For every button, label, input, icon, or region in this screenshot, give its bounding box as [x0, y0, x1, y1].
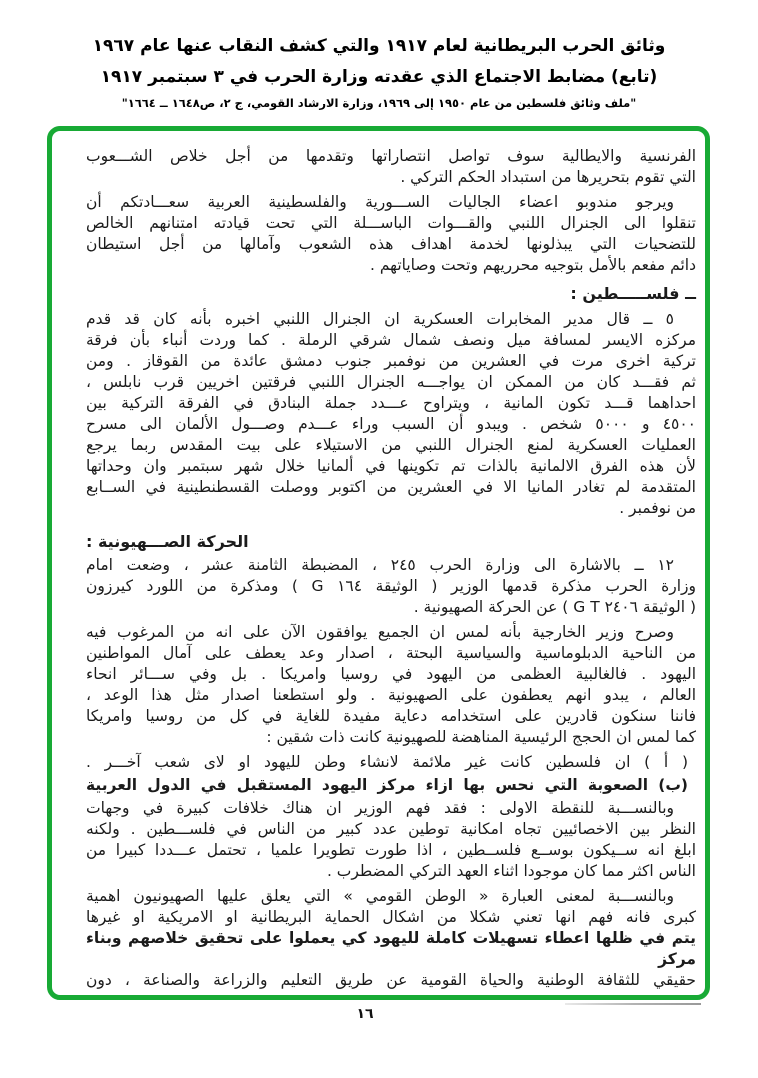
section-heading-zionist-movement: الحركة الصـــهيونية :	[86, 532, 249, 551]
text-line: ٥ ــ قال مدير المخابرات العسكرية ان الجنرال اللنبي اخبره بأنه كان قد قدم	[86, 310, 674, 328]
text-line: من الناحية الدبلوماسية والسياسية البحتة ، اصدار وعد يعطف على آمال المواطنين	[86, 644, 696, 662]
text-line: وبالنســـبة للنقطة الاولى : فقد فهم الوزير ان هناك خلافات كبيرة في وجهات	[86, 799, 674, 817]
document-frame	[47, 126, 710, 1000]
text-line: لأن هذه الفرق الالمانية بالذات تم تكوينها في ألمانيا خلال شهر سبتمبر وان وحداتها	[86, 457, 696, 475]
text-line: وبالنســـبة لمعنى العبارة « الوطن القومي » التي يعلق عليها الصهيونيون اهمية	[86, 887, 674, 905]
text-line-bold: يتم في ظلها اعطاء تسهيلات كاملة لليهود كي يعملوا على تحقيق خلاصهم وبناء مركز	[86, 929, 696, 968]
text-line: دائم مفعم بالأمل بتوجيه محرريهم وتحت وصاياتهم .	[370, 256, 696, 274]
text-line: مركزه الايسر لمسافة ميل ونصف شمال شرقي الرملة . كما وردت أنباء بأن فرقة	[86, 331, 696, 349]
text-line: من نوفمبر .	[619, 499, 696, 517]
section-heading-palestine: ــ فلســـــطين :	[570, 284, 696, 303]
document-header	[49, 36, 709, 110]
paragraph-continuation	[86, 146, 696, 188]
text-line: كبرى فانه فهم انها تعني شكلا من اشكال الحماية البريطانية او الامريكية او غيرها	[86, 908, 696, 926]
text-line: ( الوثيقة ٢٤٠٦ G T ) عن الحركة الصهيونية .	[413, 598, 696, 616]
text-line: وصرح وزير الخارجية بأنه لمس ان الجميع يوافقون الآن على انه من المرغوب فيه	[86, 623, 674, 641]
text-line: احداهما قـــد تكون المانية ، ويتراوح عـــدد جملة البنادق في الفرقة التركية بين	[86, 394, 696, 412]
text-line: وزارة الحرب مذكرة قدمها الوزير ( الوثيقة ١٦٤ G ) ومذكرة من اللورد كيرزون	[86, 577, 696, 595]
paragraph-item-12	[86, 555, 696, 618]
paragraph-delegates	[86, 192, 696, 276]
header-title-line-2: (تابع) مضابط الاجتماع الذي عقدته وزارة الحرب في ٣ سبتمبر ١٩١٧	[100, 67, 658, 87]
paragraph-foreign-minister	[86, 622, 696, 748]
text-line: تركية اخرى مرت في العشرين من نوفمبر جنوب دمشق عائدة من القوقاز . ومن	[86, 352, 696, 370]
text-line: المتقدمة لم تغادر المانيا الا في العشرين من اكتوبر ووصلت القسطنطينية في الســابع	[86, 478, 696, 496]
text-line: الناس اكثر مما كان موجودا اثناء العهد التركي المضطرب .	[326, 862, 696, 880]
text-line: التي تقوم بتحريرها من استبداد الحكم التركي .	[400, 168, 696, 186]
text-line: الفرنسية والايطالية سوف تواصل انتصاراتها وتقدمها من أجل خلاص الشـــعوب	[86, 147, 696, 165]
text-line: كما لمس ان الحجج الرئيسية المناهضة للصهيونية كانت ذات شقين :	[266, 728, 696, 746]
text-line: ثم فقـــد كان من الممكن ان يواجـــه الجنرال اللنبي فرقتين اخريين قرب نابلس ،	[86, 373, 696, 391]
paragraph-national-home	[86, 886, 696, 991]
list-item-b: (ب) الصعوبة التي نحس بها ازاء مركز اليهود المستقبل في الدول العربية	[86, 776, 688, 794]
page-number: ١٦	[356, 1006, 374, 1022]
text-line: ٤٥٠٠ و ٥٠٠٠ شخص . ويبدو أن السبب وراء عـــدم وصـــول الألمان الى مسرح	[86, 415, 696, 433]
text-line: ويرجو مندوبو اعضاء الجاليات الســـورية والفلسطينية العربية سعـــادتكم أن	[86, 193, 674, 211]
paragraph-item-5	[86, 309, 696, 519]
text-line: اليهود . فالغالبية العظمى من اليهود في روسيا وامريكا . بل وفي ســـائر انحاء	[86, 665, 696, 683]
text-line: حقيقي للثقافة الوطنية والحياة القومية عن طريق التعليم والزراعة والصناعة ، دون	[86, 971, 696, 989]
text-line: تنقلوا الى الجنرال اللنبي والقـــوات الباســـلة التي تحت قيادته امتنانهم الخالص	[86, 214, 696, 232]
text-line: العالم ، يبدو انهم يعطفون على الصهيونية . ولو استطعنا اصدار مثل هذا الوعد ،	[86, 686, 696, 704]
text-line: العمليات العسكرية لمنع الجنرال اللنبي من الاستيلاء على بيت المقدس ربما يرجع	[86, 436, 696, 454]
header-title-line-1: وثائق الحرب البريطانية لعام ١٩١٧ والتي كشف النقاب عنها عام ١٩٦٧	[92, 36, 666, 56]
text-line: فاننا سنكون قادرين على استخدامه دعاية مفيدة للغاية في كل من روسيا وامريكا	[86, 707, 696, 725]
header-source-reference: "ملف وثائق فلسطين من عام ١٩٥٠ إلى ١٩٦٩، وزارة الارشاد القومي، ج ٢، ص١٦٤٨ ــ ١٦٦٤"	[121, 96, 637, 110]
text-line: ١٢ ــ بالاشارة الى وزارة الحرب ٢٤٥ ، المضبطة الثامنة عشر ، وضعت امام	[86, 556, 674, 574]
text-line: للتضحيات التي يبذلونها لخدمة اهداف هذه الشعوب وآمالها من أجل استيطان	[86, 235, 696, 253]
paragraph-first-point	[86, 798, 696, 882]
text-line: النظر بين الاخصائيين تجاه امكانية توطين عدد كبير من الناس في فلســـطين . ولكنه	[86, 820, 696, 838]
list-item-a: ( أ ) ان فلسطين كانت غير ملائمة لانشاء وطن لليهود او لاى شعب آخـــر .	[86, 753, 688, 771]
scan-artifact-line	[565, 1003, 701, 1005]
text-line: ابلغ انه ســيكون بوســع فلســطين ، اذا طورت تطويرا علميا ، تحتمل عـــددا كبيرا من	[86, 841, 696, 859]
